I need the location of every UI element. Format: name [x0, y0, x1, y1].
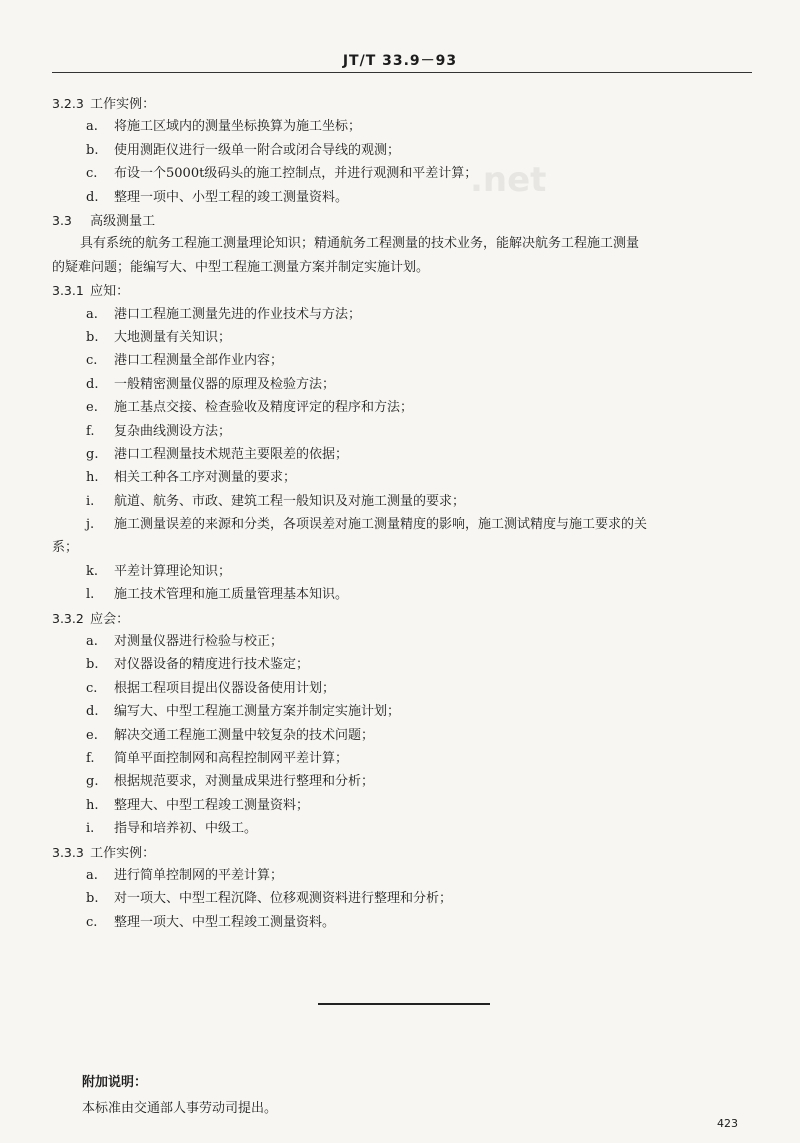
- additional-note: [82, 1070, 277, 1122]
- list-item: [52, 420, 758, 443]
- item-label: c.: [86, 680, 98, 696]
- item-text: 对仪器设备的精度进行技术鉴定；: [114, 657, 310, 673]
- item-label: c.: [86, 166, 98, 182]
- section-heading: [52, 209, 758, 232]
- list-item: [52, 303, 758, 326]
- item-label: f.: [86, 750, 95, 766]
- item-label: h.: [86, 797, 99, 813]
- list-item: [52, 700, 758, 723]
- item-label: k.: [86, 563, 99, 579]
- item-label: i.: [86, 821, 95, 837]
- item-label: c.: [86, 914, 98, 930]
- item-label: a.: [86, 306, 98, 322]
- item-label: a.: [86, 867, 98, 883]
- section-number: 3.3.3: [52, 844, 84, 860]
- item-label: h.: [86, 470, 99, 486]
- list-item: [52, 139, 758, 162]
- section-heading: [52, 92, 758, 115]
- paragraph-continuation: 的疑难问题；能编写大、中型工程施工测量方案并制定实施计划。: [52, 259, 430, 275]
- item-text: 解决交通工程施工测量中较复杂的技术问题；: [114, 727, 375, 743]
- section-number: 3.2.3: [52, 96, 84, 111]
- list-item: [52, 677, 758, 700]
- note-title: 附加说明：: [82, 1075, 148, 1090]
- list-item: [52, 443, 758, 466]
- item-continuation: 系；: [52, 540, 79, 556]
- item-list: [52, 303, 758, 514]
- list-item: [52, 653, 758, 676]
- item-label: a.: [86, 119, 98, 135]
- item-label: c.: [86, 353, 98, 369]
- item-text: 指导和培养初、中级工。: [114, 821, 258, 837]
- list-item: [52, 115, 758, 138]
- section-title: 高级测量工: [90, 213, 156, 229]
- item-label: d.: [86, 704, 99, 720]
- item-label: b.: [86, 891, 99, 907]
- section-heading: [52, 279, 758, 302]
- item-label: i.: [86, 493, 95, 509]
- list-item: [52, 326, 758, 349]
- list-item: [52, 724, 758, 747]
- item-text: 简单平面控制网和高程控制网平差计算；: [114, 750, 349, 766]
- list-item: [52, 794, 758, 817]
- item-text: 复杂曲线测设方法；: [114, 423, 232, 439]
- list-item: [52, 162, 758, 185]
- list-item: [52, 560, 758, 583]
- section-number: 3.3.1: [52, 283, 84, 299]
- item-label: a.: [86, 634, 98, 650]
- document-body: [52, 92, 758, 934]
- item-text: 平差计算理论知识；: [114, 563, 232, 579]
- item-text: 进行简单控制网的平差计算；: [114, 867, 284, 883]
- page-number: 423: [717, 1117, 738, 1130]
- end-rule: [318, 1003, 490, 1005]
- section-number: 3.3: [52, 212, 72, 228]
- item-label: b.: [86, 142, 99, 158]
- item-text: 布设一个5000t级码头的施工控制点，并进行观测和平差计算；: [114, 166, 478, 182]
- paragraph: 具有系统的航务工程施工测量理论知识；精通航务工程测量的技术业务，能解决航务工程施工测量: [80, 236, 640, 252]
- section-title: 工作实例：: [90, 845, 156, 861]
- item-list: [52, 864, 758, 934]
- item-text: 对一项大、中型工程沉降、位移观测资料进行整理和分析；: [114, 891, 453, 907]
- item-label: d.: [86, 376, 99, 392]
- section-title: 工作实例：: [90, 97, 156, 112]
- list-item: [52, 396, 758, 419]
- header-rule: [52, 72, 752, 73]
- item-list: [52, 630, 758, 841]
- item-label: g.: [86, 774, 99, 790]
- item-label: b.: [86, 657, 99, 673]
- watermark: .net: [470, 160, 547, 200]
- item-label: b.: [86, 329, 99, 345]
- item-label: e.: [86, 400, 98, 416]
- note-text: 本标准由交通部人事劳动司提出。: [82, 1101, 278, 1116]
- section-heading: [52, 841, 758, 864]
- list-item: [52, 630, 758, 653]
- item-list: [52, 115, 758, 209]
- item-text: 相关工种各工序对测量的要求；: [114, 470, 297, 486]
- list-item: [52, 887, 758, 910]
- list-item: [52, 583, 758, 606]
- item-text: 使用测距仪进行一级单一附合或闭合导线的观测；: [114, 142, 401, 158]
- item-label: d.: [86, 189, 99, 205]
- section-heading: [52, 607, 758, 630]
- item-label: l.: [86, 587, 95, 603]
- item-text: 根据规范要求，对测量成果进行整理和分析；: [114, 774, 375, 790]
- section-title: 应会：: [90, 611, 130, 627]
- item-text: 港口工程测量技术规范主要限差的依据；: [114, 446, 349, 462]
- item-text: 大地测量有关知识；: [114, 329, 232, 345]
- item-text: 施工测量误差的来源和分类，各项误差对施工测量精度的影响，施工测试精度与施工要求的关: [114, 517, 648, 533]
- item-text: 对测量仪器进行检验与校正；: [114, 634, 284, 650]
- item-list: [52, 560, 758, 607]
- item-text: 整理一项大、中型工程竣工测量资料。: [114, 914, 336, 930]
- item-text: 编写大、中型工程施工测量方案并制定实施计划；: [114, 704, 401, 720]
- list-item: [52, 186, 758, 209]
- item-label: e.: [86, 727, 98, 743]
- item-text: 一般精密测量仪器的原理及检验方法；: [114, 376, 336, 392]
- item-text: 将施工区域内的测量坐标换算为施工坐标；: [114, 119, 362, 135]
- list-item: [52, 490, 758, 513]
- section-title: 应知：: [90, 284, 130, 300]
- section-number: 3.3.2: [52, 610, 84, 626]
- list-item: [52, 513, 758, 536]
- list-item: [52, 911, 758, 934]
- item-text: 港口工程施工测量先进的作业技术与方法；: [114, 306, 362, 322]
- item-label: f.: [86, 423, 95, 439]
- item-text: 整理一项中、小型工程的竣工测量资料。: [114, 189, 349, 205]
- list-item: [52, 864, 758, 887]
- list-item: [52, 349, 758, 372]
- list-item: [52, 373, 758, 396]
- list-item: [52, 747, 758, 770]
- item-label: g.: [86, 446, 99, 462]
- standard-code: JT/T 33.9－93: [342, 53, 458, 69]
- list-item: [52, 817, 758, 840]
- item-label: j.: [86, 517, 95, 533]
- item-text: 根据工程项目提出仪器设备使用计划；: [114, 680, 336, 696]
- item-text: 航道、航务、市政、建筑工程一般知识及对施工测量的要求；: [114, 493, 466, 509]
- item-text: 港口工程测量全部作业内容；: [114, 353, 284, 369]
- item-text: 施工基点交接、检查验收及精度评定的程序和方法；: [114, 400, 414, 416]
- list-item: [52, 770, 758, 793]
- list-item: [52, 466, 758, 489]
- item-text: 施工技术管理和施工质量管理基本知识。: [114, 587, 349, 603]
- item-text: 整理大、中型工程竣工测量资料；: [114, 797, 310, 813]
